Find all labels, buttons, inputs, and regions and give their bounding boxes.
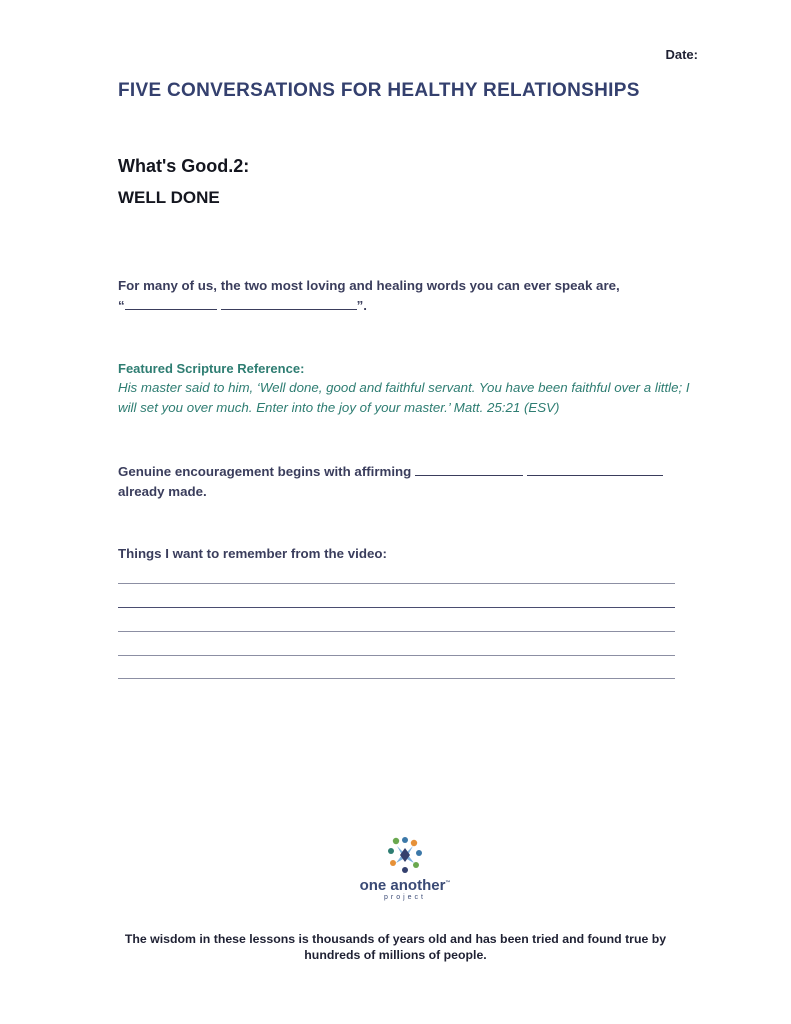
brand-name xyxy=(300,877,510,894)
prompt-encouragement xyxy=(118,462,718,502)
note-line[interactable] xyxy=(118,678,675,679)
lesson-name: WELL DONE xyxy=(118,188,220,207)
prompt-encouragement-text: Genuine encouragement begins with affirming xyxy=(118,464,412,479)
note-line[interactable] xyxy=(118,631,675,632)
prompt-loving-words xyxy=(118,276,718,316)
date-label: Date: xyxy=(665,47,698,62)
brand-name-text: one another xyxy=(359,877,446,894)
prompt-loving-words-text: For many of us, the two most loving and healing words you can ever speak are, xyxy=(118,278,620,293)
fill-blank-2[interactable] xyxy=(221,297,357,310)
one-another-logo-icon xyxy=(386,836,424,874)
brand-subtitle: project xyxy=(383,894,426,901)
prompt-encouragement-suffix: already made. xyxy=(118,484,207,499)
note-line[interactable] xyxy=(118,583,675,584)
note-line[interactable] xyxy=(118,655,675,656)
brand-tm: ™ xyxy=(445,880,451,886)
fill-blank-4[interactable] xyxy=(527,463,663,476)
open-quote: “ xyxy=(118,298,125,313)
close-quote: ”. xyxy=(356,298,367,313)
footer-text: The wisdom in these lessons is thousands of years old and has been tried and found true by hundreds of millions of people. xyxy=(124,932,667,962)
scripture-text: His master said to him, ‘Well done, good and faithful servant. You have been faithful over a little; I will set you over much. Enter into the joy of your master.’ Matt. 25:21 (ESV) xyxy=(118,380,690,415)
lesson-subtitle: What's Good.2: xyxy=(118,156,250,176)
page-title: FIVE CONVERSATIONS FOR HEALTHY RELATIONSHIPS xyxy=(118,80,640,101)
fill-blank-3[interactable] xyxy=(415,463,523,476)
fill-blank-1[interactable] xyxy=(125,297,217,310)
scripture-label: Featured Scripture Reference: xyxy=(118,361,305,376)
notes-label: Things I want to remember from the video: xyxy=(118,546,387,561)
note-line[interactable] xyxy=(118,607,675,608)
